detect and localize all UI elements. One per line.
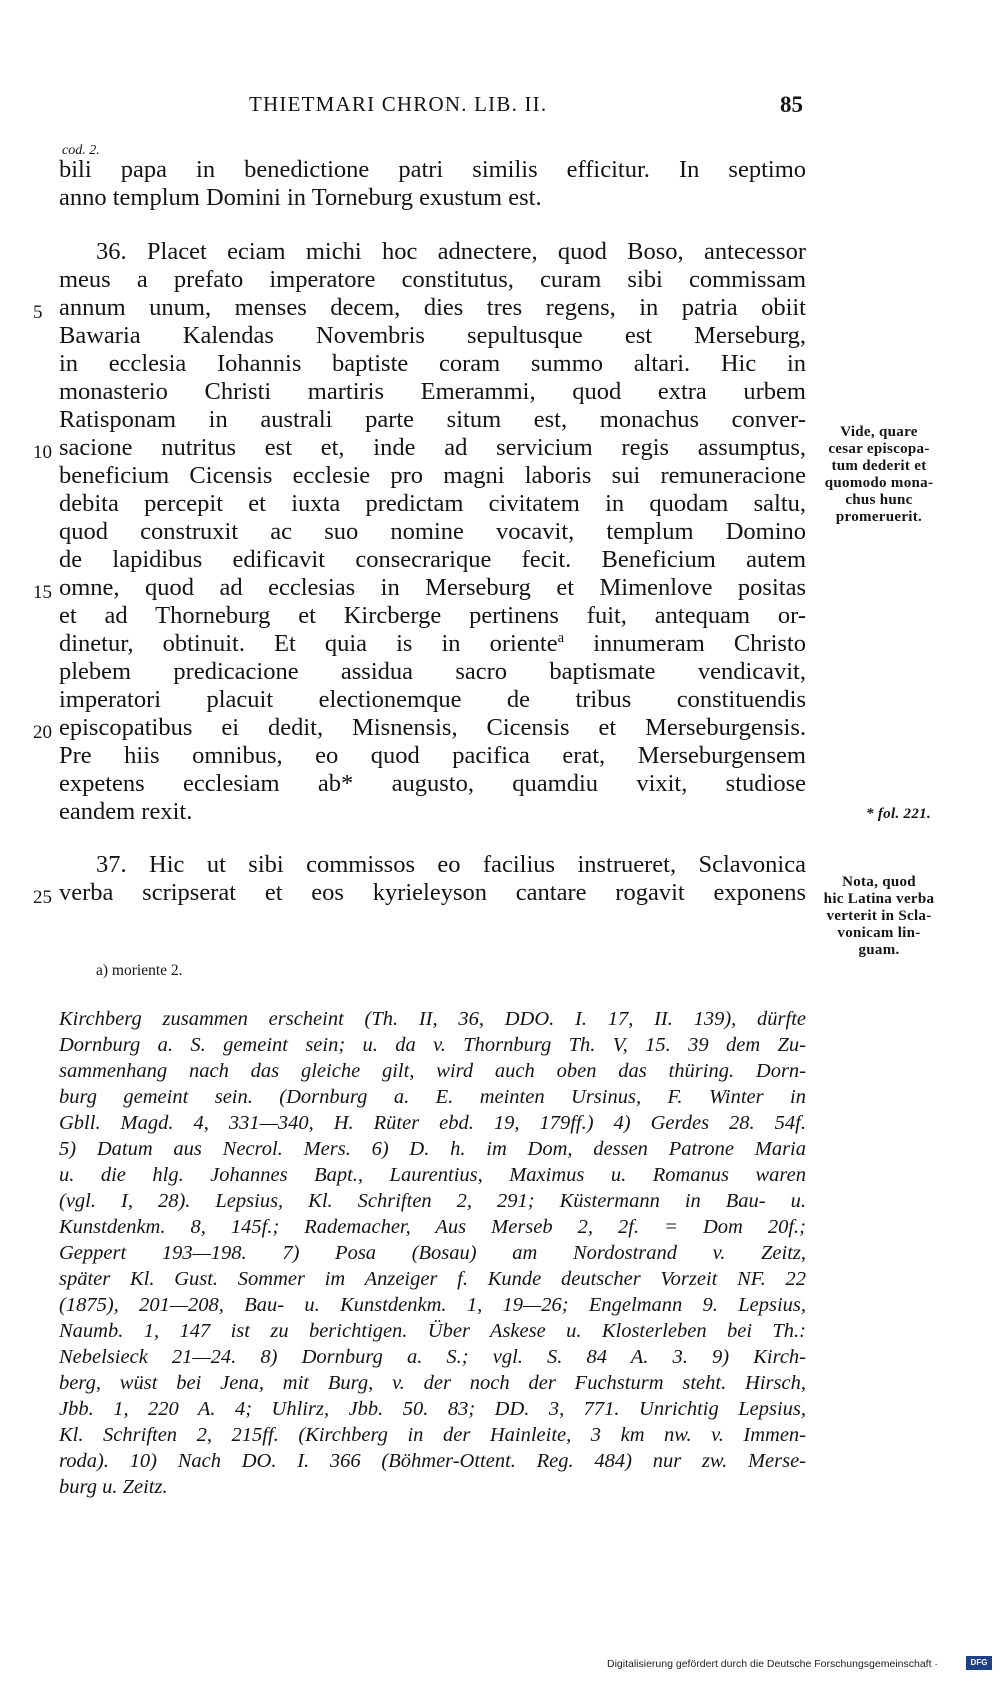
margin-line: vonicam lin-	[837, 925, 921, 941]
text-line: meus a prefato imperatore constitutus, curam sibi commissam	[59, 266, 806, 293]
marginal-note-vide	[814, 424, 944, 526]
critical-apparatus-note: a) moriente 2.	[96, 962, 183, 979]
margin-line: Nota, quod	[842, 874, 916, 890]
section-37-start: 37. Hic ut sibi commissos eo facilius instrueret, Sclavonica	[96, 851, 806, 878]
text-fragment: dinetur, obtinuit. Et quia is in oriente	[59, 630, 558, 657]
margin-line: verterit in Scla-	[826, 908, 932, 924]
line-number: 15	[33, 582, 52, 603]
margin-line: quomodo mona-	[824, 475, 934, 491]
note-line: später Kl. Gust. Sommer im Anzeiger f. Kunde deutscher Vorzeit NF. 22	[59, 1268, 806, 1290]
text-line	[59, 629, 806, 657]
note-line: berg, wüst bei Jena, mit Burg, v. der noch der Fuchsturm steht. Hirsch,	[59, 1372, 806, 1394]
margin-line: guam.	[858, 942, 900, 958]
text-line: debita percepit et iuxta predictam civitatem in quodam saltu,	[59, 490, 806, 517]
folio-note: * fol. 221.	[866, 806, 931, 822]
line-number: 5	[33, 302, 43, 323]
note-line: burg u. Zeitz.	[59, 1476, 168, 1498]
note-line: (vgl. I, 28). Lepsius, Kl. Schriften 2, 291; Küstermann in Bau- u.	[59, 1190, 806, 1212]
note-line: Jbb. 1, 220 A. 4; Uhlirz, Jbb. 50. 83; DD. 3, 771. Unrichtig Lepsius,	[59, 1398, 806, 1420]
note-line: u. die hlg. Johannes Bapt., Laurentius, Maximus u. Romanus waren	[59, 1164, 806, 1186]
note-line: roda). 10) Nach DO. I. 366 (Böhmer-Ottent. Reg. 484) nur zw. Merse-	[59, 1450, 806, 1472]
note-line: Nebelsieck 21—24. 8) Dornburg a. S.; vgl. S. 84 A. 3. 9) Kirch-	[59, 1346, 806, 1368]
note-line: (1875), 201—208, Bau- u. Kunstdenkm. 1, 19—26; Engelmann 9. Lepsius,	[59, 1294, 806, 1316]
note-line: Kirchberg zusammen erscheint (Th. II, 36, DDO. I. 17, II. 139), dürfte	[59, 1008, 806, 1030]
margin-line: promeruerit.	[835, 509, 923, 525]
note-line: Kunstdenkm. 8, 145f.; Rademacher, Aus Merseb 2, 2f. = Dom 20f.;	[59, 1216, 806, 1238]
line-number: 10	[33, 442, 52, 463]
margin-line: hic Latina verba	[823, 891, 935, 907]
codex-label: cod. 2.	[62, 143, 100, 158]
text-line: imperatori placuit electionemque de tribus constituendis	[59, 686, 806, 713]
text-line: et ad Thorneburg et Kircberge pertinens fuit, antequam or-	[59, 602, 806, 629]
text-fragment: innumeram Christo	[564, 630, 806, 657]
text-line: expetens ecclesiam ab* augusto, quamdiu vixit, studiose	[59, 770, 806, 797]
page-number: 85	[780, 92, 803, 117]
text-line: monasterio Christi martiris Emerammi, quod extra urbem	[59, 378, 806, 405]
text-line: beneficium Cicensis ecclesie pro magni laboris sui remuneracione	[59, 462, 806, 489]
text-line: sacione nutritus est et, inde ad servicium regis assumptus,	[59, 434, 806, 461]
line-number: 25	[33, 887, 52, 908]
note-line: Naumb. 1, 147 ist zu berichtigen. Über Askese u. Klosterleben bei Th.:	[59, 1320, 806, 1342]
text-line: omne, quod ad ecclesias in Merseburg et Mimenlove positas	[59, 574, 806, 601]
margin-line: cesar episcopa-	[828, 441, 930, 457]
running-title: THIETMARI CHRON. LIB. II.	[249, 92, 548, 116]
commentary-notes	[59, 1008, 806, 1502]
text-line: episcopatibus ei dedit, Misnensis, Cicensis et Merseburgensis.	[59, 714, 806, 741]
text-line: quod construxit ac suo nomine vocavit, templum Domino	[59, 518, 806, 545]
text-line: de lapidibus edificavit consecrarique fecit. Beneficium autem	[59, 546, 806, 573]
text-line: Pre hiis omnibus, eo quod pacifica erat, Merseburgensem	[59, 742, 806, 769]
text-line: in ecclesia Iohannis baptiste coram summo altari. Hic in	[59, 350, 806, 377]
note-line: 5) Datum aus Necrol. Mers. 6) D. h. im Dom, dessen Patrone Maria	[59, 1138, 806, 1160]
text-line: anno templum Domini in Torneburg exustum est.	[59, 184, 542, 211]
dfg-logo-icon: DFG	[966, 1656, 992, 1670]
note-line: Gbll. Magd. 4, 331—340, H. Rüter ebd. 19, 179ff.) 4) Gerdes 28. 54f.	[59, 1112, 806, 1134]
text-line: Bawaria Kalendas Novembris sepultusque est Merseburg,	[59, 322, 806, 349]
margin-line: chus hunc	[845, 492, 913, 508]
text-line: verba scripserat et eos kyrieleyson cantare rogavit exponens	[59, 879, 806, 906]
line-number: 20	[33, 722, 52, 743]
text-line: plebem predicacione assidua sacro baptismate vendicavit,	[59, 658, 806, 685]
note-line: sammenhang nach das gleiche gilt, wird auch oben das thüring. Dorn-	[59, 1060, 806, 1082]
text-line: Ratisponam in australi parte situm est, monachus conver-	[59, 406, 806, 433]
note-line: Geppert 193—198. 7) Posa (Bosau) am Nordostrand v. Zeitz,	[59, 1242, 806, 1264]
margin-line: Vide, quare	[840, 424, 918, 440]
text-line: bili papa in benedictione patri similis efficitur. In septimo	[59, 156, 806, 183]
section-36-start: 36. Placet eciam michi hoc adnectere, quod Boso, antecessor	[96, 238, 806, 265]
marginal-note-nota	[814, 874, 944, 959]
footnote-marker: a	[557, 629, 565, 646]
margin-line: tum dederit et	[831, 458, 927, 474]
text-line: eandem rexit.	[59, 798, 193, 825]
text-line: annum unum, menses decem, dies tres regens, in patria obiit	[59, 294, 806, 321]
note-line: burg gemeint sein. (Dornburg a. E. meinten Ursinus, F. Winter in	[59, 1086, 806, 1108]
digitization-credit: Digitalisierung gefördert durch die Deutsche Forschungsgemeinschaft ·	[607, 1658, 938, 1670]
note-line: Kl. Schriften 2, 215ff. (Kirchberg in der Hainleite, 3 km nw. v. Immen-	[59, 1424, 806, 1446]
note-line: Dornburg a. S. gemeint sein; u. da v. Thornburg Th. V, 15. 39 dem Zu-	[59, 1034, 806, 1056]
